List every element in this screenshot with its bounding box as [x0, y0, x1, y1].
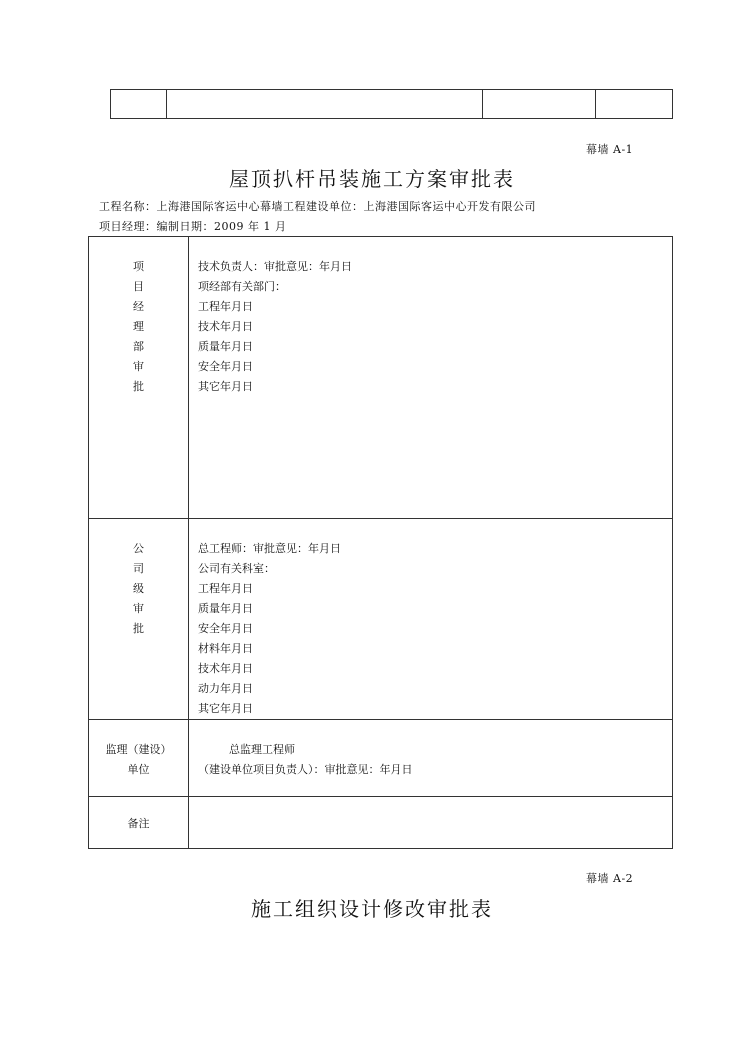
form-title-a2: 施工组织设计修改审批表	[251, 897, 493, 921]
label-char: 司	[133, 562, 144, 575]
supervision-row	[89, 720, 673, 797]
table-cell	[167, 90, 483, 119]
approval-line: 工程年月日	[198, 582, 253, 595]
label-line: 单位	[127, 763, 150, 776]
supervision-label	[89, 720, 189, 797]
approval-line: 质量年月日	[198, 340, 253, 353]
project-name-line: 工程名称：上海港国际客运中心幕墙工程建设单位：上海港国际客运中心开发有限公司	[99, 200, 536, 213]
company-label	[89, 519, 189, 720]
approval-line: 其它年月日	[198, 702, 253, 715]
label-char: 级	[133, 582, 144, 595]
approval-line: 技术负责人：审批意见：年月日	[198, 260, 352, 273]
label-char: 批	[133, 622, 144, 635]
approval-line: 技术年月日	[198, 320, 253, 333]
label-char: 项	[133, 260, 144, 273]
label-char: 审	[133, 602, 144, 615]
form-title-a1: 屋顶扒杆吊装施工方案审批表	[229, 167, 515, 191]
approval-form-table	[88, 236, 673, 849]
remarks-label: 备注	[89, 797, 189, 849]
company-content	[189, 519, 673, 720]
approval-line: 质量年月日	[198, 602, 253, 615]
approval-line: 材料年月日	[198, 642, 253, 655]
label-line: 监理（建设）	[105, 743, 172, 756]
label-char: 目	[133, 280, 144, 293]
remarks-row	[89, 797, 673, 849]
label-char: 审	[133, 360, 144, 373]
approval-line: 安全年月日	[198, 622, 253, 635]
form-code-a2: 幕墙 A-2	[586, 872, 634, 885]
label-char: 部	[133, 340, 144, 353]
approval-line: 其它年月日	[198, 380, 253, 393]
label-char: 经	[133, 300, 144, 313]
approval-line: （建设单位项目负责人）：审批意见：年月日	[198, 763, 413, 776]
label-char: 公	[133, 542, 144, 555]
remarks-content	[189, 797, 673, 849]
project-dept-content	[189, 237, 673, 519]
approval-line: 安全年月日	[198, 360, 253, 373]
approval-line: 总工程师：审批意见：年月日	[198, 542, 341, 555]
table-cell	[483, 90, 596, 119]
approval-line: 工程年月日	[198, 300, 253, 313]
previous-table-fragment	[110, 89, 673, 119]
supervision-content	[189, 720, 673, 797]
approval-line: 动力年月日	[198, 682, 253, 695]
approval-line: 项经部有关部门：	[198, 280, 286, 293]
approval-line: 总监理工程师	[229, 743, 295, 756]
approval-line: 技术年月日	[198, 662, 253, 675]
form-code-a1: 幕墙 A-1	[586, 143, 634, 156]
label-char: 批	[133, 380, 144, 393]
company-row	[89, 519, 673, 720]
label-char: 理	[133, 320, 144, 333]
project-dept-row	[89, 237, 673, 519]
approval-line: 公司有关科室：	[198, 562, 275, 575]
table-cell	[111, 90, 167, 119]
project-manager-line: 项目经理：编制日期：2009 年 1 月	[99, 220, 287, 233]
project-dept-label	[89, 237, 189, 519]
table-cell	[596, 90, 673, 119]
